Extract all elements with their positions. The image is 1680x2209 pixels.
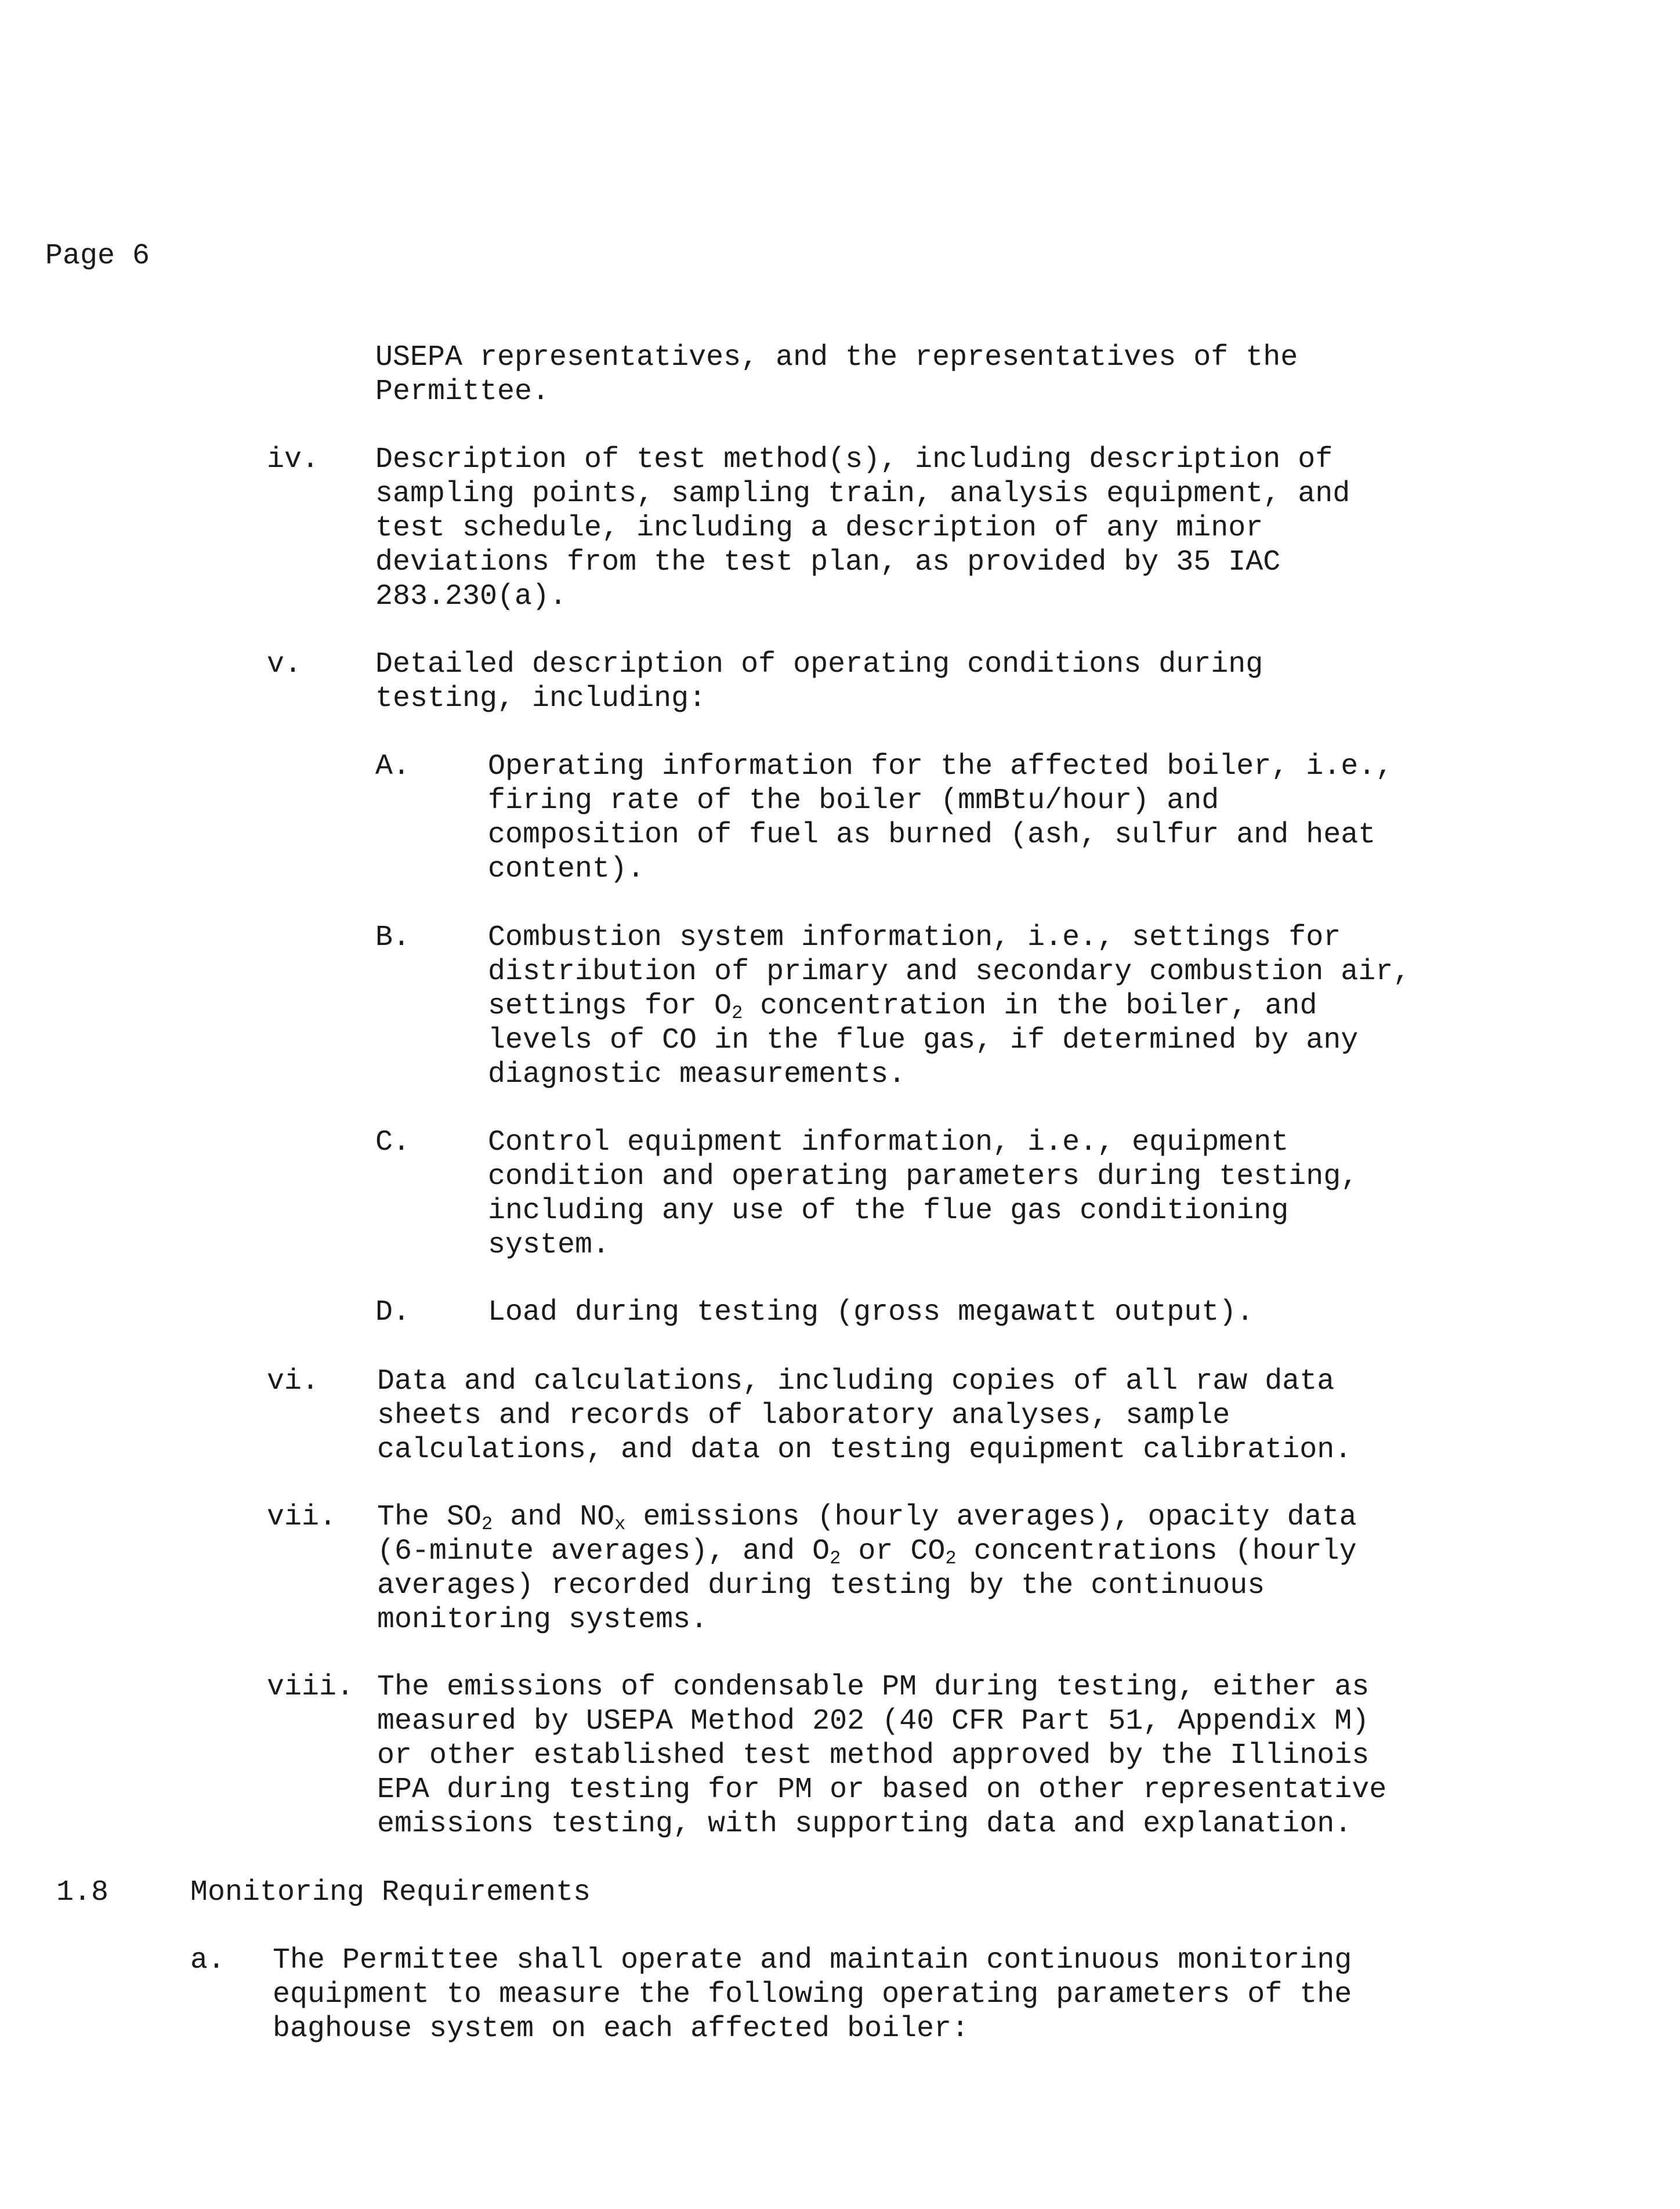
subscript: 2 (830, 1548, 841, 1569)
section-title: Monitoring Requirements (190, 1876, 591, 1909)
text-line: Combustion system information, i.e., settings for (488, 921, 1341, 954)
text-run: and NO (493, 1501, 615, 1534)
text-line: Control equipment information, i.e., equipment (488, 1126, 1289, 1159)
text-line: sheets and records of laboratory analyses, sample (377, 1399, 1230, 1432)
text-line: The Permittee shall operate and maintain continuous monitoring (273, 1944, 1352, 1977)
text-line: averages) recorded during testing by the continuous (377, 1569, 1265, 1602)
text-run: concentrations (hourly (956, 1535, 1357, 1568)
text-line (488, 989, 1410, 1023)
text-line: content). (488, 853, 645, 886)
section-item-marker-a: a. (190, 1944, 226, 1977)
subitem-marker-a: A. (375, 750, 411, 783)
subitem-d-text (488, 1295, 1254, 1330)
text-line: deviations from the test plan, as provided by 35 IAC (375, 546, 1281, 579)
subscript: 2 (945, 1548, 957, 1569)
text-line: calculations, and data on testing equipment calibration. (377, 1433, 1352, 1466)
text-line: test schedule, including a description of any minor (375, 512, 1263, 545)
text-line: distribution of primary and secondary combustion air, (488, 955, 1411, 988)
item-marker-iv: iv. (267, 443, 320, 476)
item-vii-text (377, 1500, 1357, 1637)
text-line: EPA during testing for PM or based on other representative (377, 1773, 1387, 1806)
text-line: Operating information for the affected boiler, i.e., (488, 750, 1393, 783)
text-line: firing rate of the boiler (mmBtu/hour) and (488, 784, 1219, 817)
page-number: Page 6 (45, 240, 150, 273)
subitem-marker-b: B. (375, 921, 411, 954)
item-marker-viii: viii. (267, 1671, 354, 1704)
item-marker-v: v. (267, 648, 302, 681)
item-viii-text (377, 1670, 1386, 1841)
text-run: emissions (hourly averages), opacity data (625, 1501, 1357, 1534)
subitem-marker-c: C. (375, 1126, 411, 1159)
text-line: Data and calculations, including copies of all raw data (377, 1365, 1335, 1398)
item-iv-text (375, 443, 1350, 614)
subscript: 2 (732, 1002, 743, 1024)
section-number: 1.8 (56, 1876, 109, 1909)
text-line: Load during testing (gross megawatt output). (488, 1296, 1254, 1329)
text-line (377, 1534, 1357, 1569)
item-marker-vi: vi. (267, 1365, 320, 1398)
text-line: USEPA representatives, and the representatives of the (375, 341, 1298, 374)
text-line: Description of test method(s), including description of (375, 443, 1333, 476)
text-run: or CO (841, 1535, 946, 1568)
text-line: equipment to measure the following operating parameters of the (273, 1978, 1352, 2011)
text-line: sampling points, sampling train, analysis equipment, and (375, 477, 1350, 510)
text-run: The SO (377, 1501, 482, 1534)
text-line (377, 1500, 1357, 1534)
text-line: Detailed description of operating conditions during (375, 648, 1263, 681)
text-line: emissions testing, with supporting data and explanation. (377, 1808, 1352, 1841)
text-line: testing, including: (375, 682, 707, 715)
text-line: system. (488, 1229, 610, 1262)
text-line: 283.230(a). (375, 580, 567, 613)
subitem-marker-d: D. (375, 1296, 411, 1329)
text-line: The emissions of condensable PM during testing, either as (377, 1671, 1370, 1704)
text-line: or other established test method approved by the Illinois (377, 1739, 1370, 1772)
text-run: concentration in the boiler, and (743, 990, 1317, 1023)
item-marker-vii: vii. (267, 1501, 337, 1534)
subitem-b-text (488, 921, 1410, 1092)
text-line: condition and operating parameters during testing, (488, 1160, 1359, 1193)
text-line: monitoring systems. (377, 1603, 708, 1636)
text-run: (6-minute averages), and O (377, 1535, 830, 1568)
text-line: including any use of the flue gas conditioning (488, 1194, 1289, 1227)
subscript: 2 (481, 1513, 493, 1535)
text-run: settings for O (488, 990, 732, 1023)
text-line: diagnostic measurements. (488, 1058, 906, 1091)
subitem-a-text (488, 749, 1393, 886)
section-item-a-text (273, 1943, 1352, 2046)
text-line: levels of CO in the flue gas, if determined by any (488, 1024, 1359, 1057)
continued-paragraph (375, 341, 1298, 409)
text-line: Permittee. (375, 375, 550, 408)
item-vi-text (377, 1364, 1352, 1467)
subitem-c-text (488, 1125, 1358, 1262)
text-line: measured by USEPA Method 202 (40 CFR Part 51, Appendix M) (377, 1705, 1370, 1738)
text-line: composition of fuel as burned (ash, sulfur and heat (488, 819, 1376, 852)
item-v-text (375, 647, 1263, 716)
text-line: baghouse system on each affected boiler: (273, 2012, 969, 2045)
subscript: x (614, 1513, 626, 1535)
